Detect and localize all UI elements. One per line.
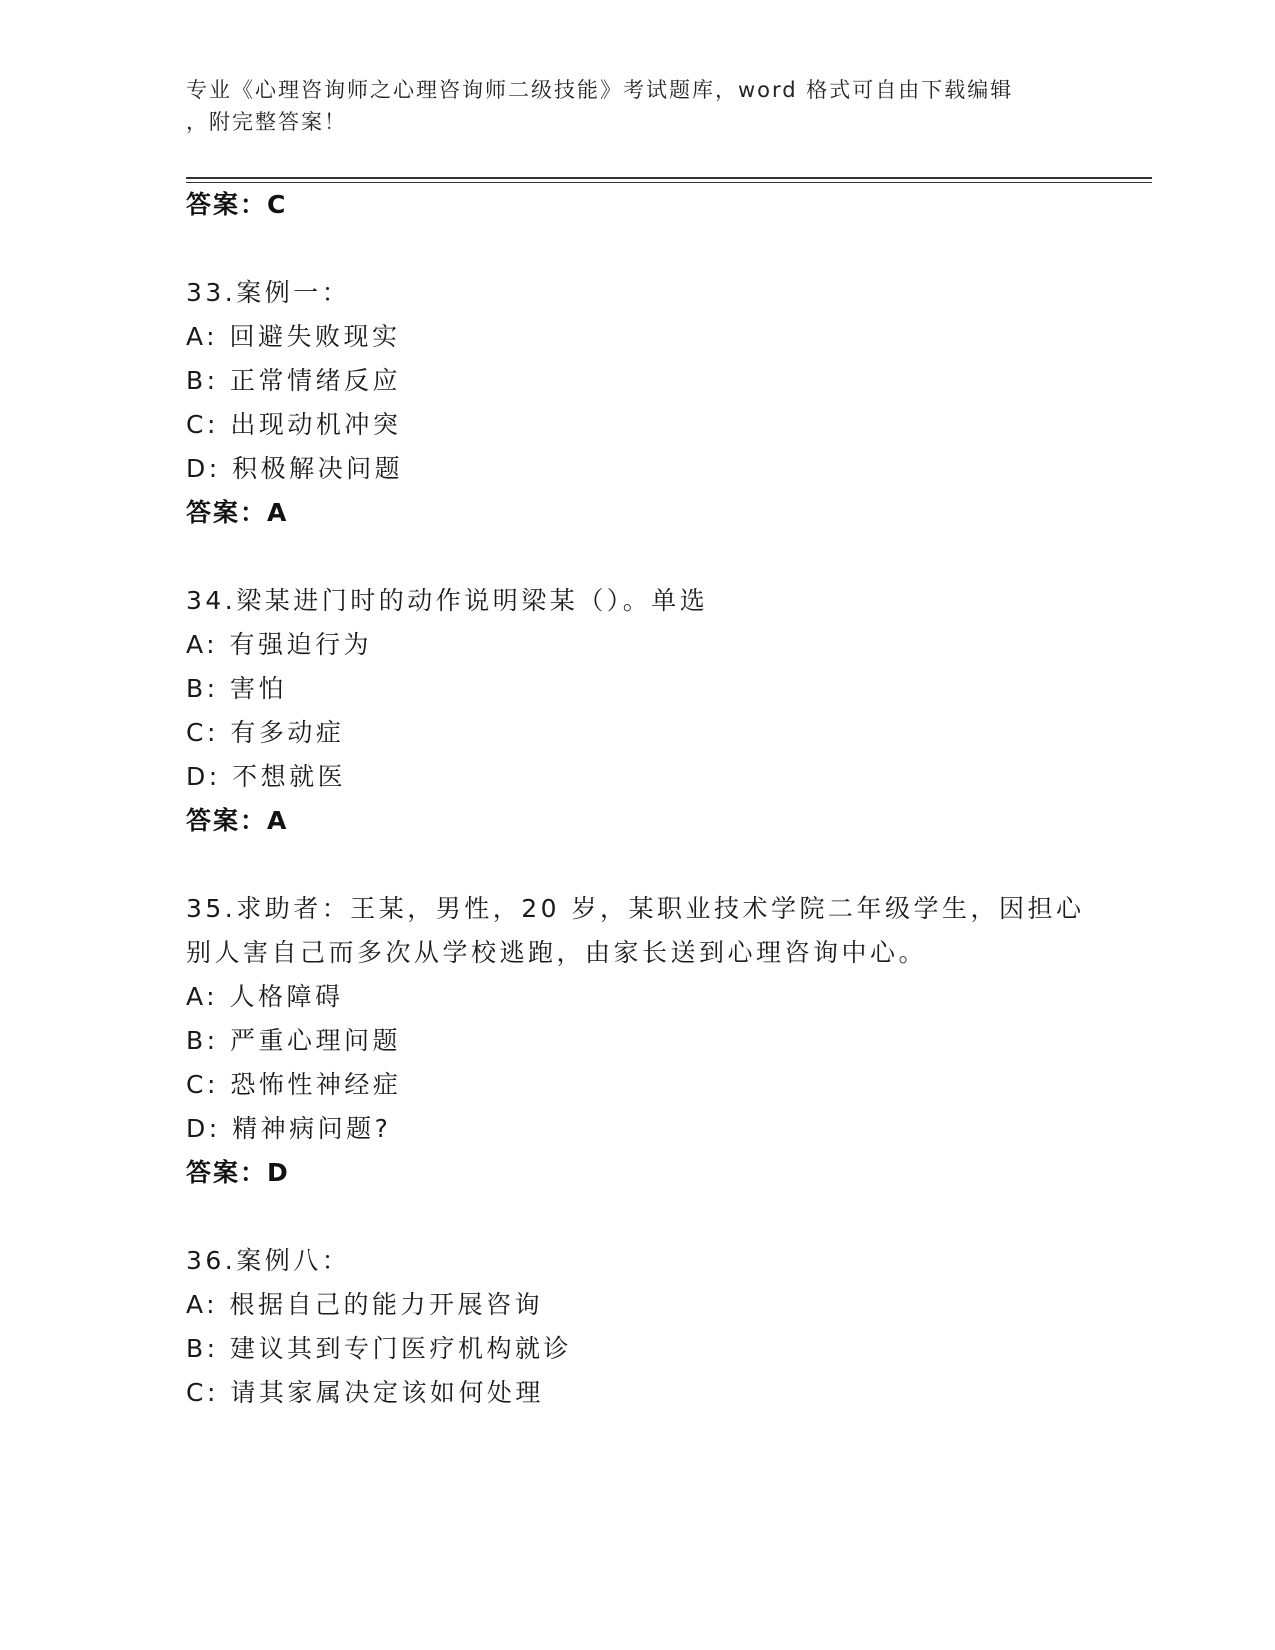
question-33-option-a: A: 回避失败现实 bbox=[186, 322, 401, 351]
question-34-option-c: C: 有多动症 bbox=[186, 718, 345, 747]
question-35-answer: 答案：D bbox=[186, 1158, 290, 1187]
question-35-stem-line-2: 别人害自己而多次从学校逃跑，由家长送到心理咨询中心。 bbox=[186, 938, 928, 967]
header-line-2: ，附完整答案！ bbox=[186, 110, 347, 134]
question-36-option-b: B: 建议其到专门医疗机构就诊 bbox=[186, 1334, 573, 1363]
question-33-option-b: B: 正常情绪反应 bbox=[186, 366, 402, 395]
question-35-option-d: D: 精神病问题? bbox=[186, 1114, 392, 1143]
question-36-option-a: A: 根据自己的能力开展咨询 bbox=[186, 1290, 544, 1319]
question-35-option-b: B: 严重心理问题 bbox=[186, 1026, 402, 1055]
question-34-option-b: B: 害怕 bbox=[186, 674, 288, 703]
question-33-option-d: D: 积极解决问题 bbox=[186, 454, 404, 483]
question-34-answer: 答案：A bbox=[186, 806, 289, 835]
header-line-1: 专业《心理咨询师之心理咨询师二级技能》考试题库，word 格式可自由下载编辑 bbox=[186, 78, 1014, 102]
question-35-option-c: C: 恐怖性神经症 bbox=[186, 1070, 402, 1099]
question-36-stem: 36.案例八： bbox=[186, 1246, 351, 1275]
question-33-answer: 答案：A bbox=[186, 498, 289, 527]
previous-answer: 答案：C bbox=[186, 190, 288, 219]
question-35-stem-line-1: 35.求助者：王某，男性，20 岁，某职业技术学院二年级学生，因担心 bbox=[186, 894, 1085, 923]
document-header bbox=[186, 74, 1066, 138]
header-divider-thick bbox=[186, 177, 1152, 179]
question-35-option-a: A: 人格障碍 bbox=[186, 982, 344, 1011]
question-33-stem: 33.案例一： bbox=[186, 278, 351, 307]
question-33-option-c: C: 出现动机冲突 bbox=[186, 410, 402, 439]
question-34-stem: 34.梁某进门时的动作说明梁某（）。单选 bbox=[186, 586, 709, 615]
question-34-option-d: D: 不想就医 bbox=[186, 762, 347, 791]
question-36-option-c: C: 请其家属决定该如何处理 bbox=[186, 1378, 544, 1407]
header-divider-thin bbox=[186, 182, 1152, 183]
question-34-option-a: A: 有强迫行为 bbox=[186, 630, 373, 659]
